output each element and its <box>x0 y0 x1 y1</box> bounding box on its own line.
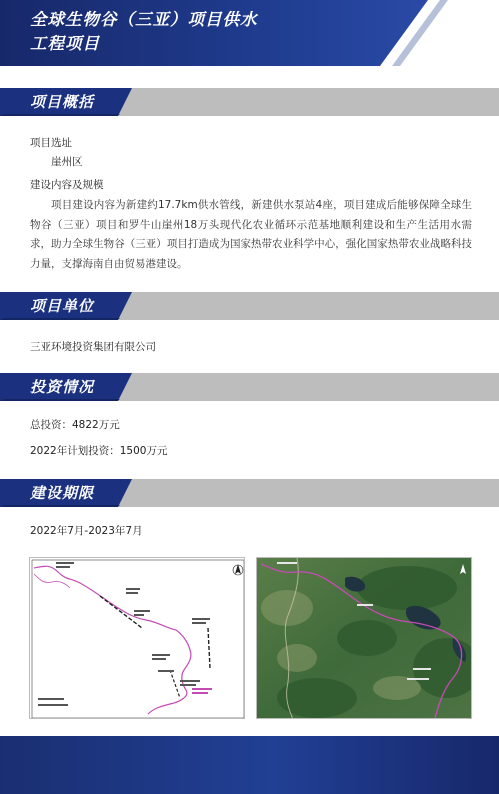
total-investment: 总投资：4822万元 <box>30 419 120 431</box>
period-value: 2022年7月-2023年7月 <box>30 525 143 537</box>
north-arrow-icon <box>233 564 243 575</box>
location-label: 项目选址 <box>30 137 72 149</box>
satellite-image <box>257 558 472 719</box>
page-title-line-1: 全球生物谷（三亚）项目供水 <box>30 10 258 29</box>
route-drawing-map <box>29 557 245 719</box>
satellite-map <box>256 557 472 719</box>
scope-paragraph: 项目建设内容为新建约17.7km供水管线，新建供水泵站4座，项目建成后能够保障全球生物谷（三亚）项目和罗牛山崖州18万头现代化农业循环示范基地顺利建设和生产生活用水需求，助力全球生物谷（三亚）项目打造成为国家热带农业科学中心，强化国家热带农业战略科技力量，支撑海南自由贸易港建设。 <box>30 199 472 270</box>
section-header-overview <box>0 88 499 116</box>
section-header-investment <box>0 373 499 401</box>
page-title <box>30 8 350 56</box>
location-value: 崖州区 <box>51 156 83 168</box>
section-title-period: 建设期限 <box>30 484 95 502</box>
unit-value: 三亚环境投资集团有限公司 <box>30 341 156 353</box>
section-title-unit: 项目单位 <box>30 297 95 315</box>
page-header <box>0 0 499 68</box>
route-drawing <box>30 558 245 719</box>
section-title-overview: 项目概括 <box>30 93 95 111</box>
section-header-unit <box>0 292 499 320</box>
plan-investment-2022: 2022年计划投资：1500万元 <box>30 445 168 457</box>
section-title-investment: 投资情况 <box>30 378 95 396</box>
scope-label: 建设内容及规模 <box>30 179 104 191</box>
section-header-period <box>0 479 499 507</box>
page-footer <box>0 736 499 794</box>
page-title-line-2: 工程项目 <box>30 34 100 53</box>
